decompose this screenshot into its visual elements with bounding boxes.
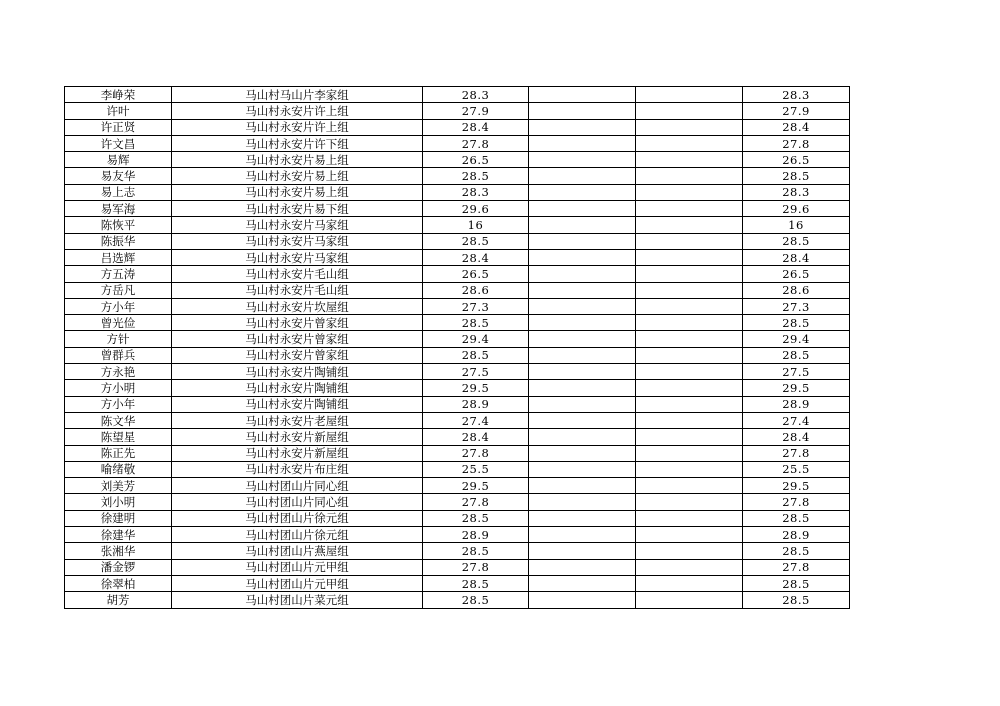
name-cell: 许叶 <box>65 103 172 119</box>
total-cell: 28.5 <box>743 592 850 608</box>
name-cell: 徐翠柏 <box>65 575 172 591</box>
total-cell: 29.6 <box>743 201 850 217</box>
name-cell: 许正贤 <box>65 119 172 135</box>
value-cell: 28.5 <box>423 347 529 363</box>
value-cell: 28.9 <box>423 527 529 543</box>
empty-cell <box>529 575 636 591</box>
empty-cell <box>529 249 636 265</box>
value-cell: 29.6 <box>423 201 529 217</box>
empty-cell <box>529 380 636 396</box>
total-cell: 28.6 <box>743 282 850 298</box>
address-cell: 马山村永安片许下组 <box>172 135 423 151</box>
name-cell: 易辉 <box>65 152 172 168</box>
name-cell: 徐建华 <box>65 527 172 543</box>
empty-cell <box>529 201 636 217</box>
empty-cell <box>529 184 636 200</box>
name-cell: 陈文华 <box>65 412 172 428</box>
address-cell: 马山村永安片易上组 <box>172 152 423 168</box>
value-cell: 27.8 <box>423 445 529 461</box>
value-cell: 28.5 <box>423 233 529 249</box>
total-cell: 27.4 <box>743 412 850 428</box>
empty-cell <box>636 559 743 575</box>
table-row <box>65 152 850 168</box>
name-cell: 方永艳 <box>65 364 172 380</box>
value-cell: 29.4 <box>423 331 529 347</box>
empty-cell <box>529 298 636 314</box>
empty-cell <box>636 510 743 526</box>
address-cell: 马山村团山片燕屋组 <box>172 543 423 559</box>
address-cell: 马山村团山片菜元组 <box>172 592 423 608</box>
data-table <box>64 86 850 609</box>
empty-cell <box>636 266 743 282</box>
empty-cell <box>636 217 743 233</box>
name-cell: 刘美芳 <box>65 478 172 494</box>
total-cell: 29.5 <box>743 380 850 396</box>
empty-cell <box>529 233 636 249</box>
table-row <box>65 201 850 217</box>
empty-cell <box>529 347 636 363</box>
address-cell: 马山村永安片许上组 <box>172 119 423 135</box>
table-row <box>65 135 850 151</box>
table-row <box>65 266 850 282</box>
name-cell: 易军海 <box>65 201 172 217</box>
address-cell: 马山村永安片老屋组 <box>172 412 423 428</box>
address-cell: 马山村永安片毛山组 <box>172 282 423 298</box>
total-cell: 28.5 <box>743 233 850 249</box>
table-row <box>65 429 850 445</box>
value-cell: 28.5 <box>423 575 529 591</box>
empty-cell <box>636 282 743 298</box>
total-cell: 28.4 <box>743 119 850 135</box>
table-row <box>65 575 850 591</box>
table-row <box>65 510 850 526</box>
name-cell: 潘金锣 <box>65 559 172 575</box>
address-cell: 马山村永安片易上组 <box>172 168 423 184</box>
table-row <box>65 445 850 461</box>
address-cell: 马山村永安片曾家组 <box>172 347 423 363</box>
empty-cell <box>529 135 636 151</box>
total-cell: 29.5 <box>743 478 850 494</box>
empty-cell <box>529 168 636 184</box>
total-cell: 28.5 <box>743 168 850 184</box>
value-cell: 29.5 <box>423 478 529 494</box>
name-cell: 胡芳 <box>65 592 172 608</box>
empty-cell <box>529 119 636 135</box>
total-cell: 26.5 <box>743 152 850 168</box>
value-cell: 27.5 <box>423 364 529 380</box>
name-cell: 李峥荣 <box>65 87 172 103</box>
table-row <box>65 347 850 363</box>
empty-cell <box>529 364 636 380</box>
value-cell: 27.8 <box>423 135 529 151</box>
value-cell: 27.9 <box>423 103 529 119</box>
name-cell: 方五涛 <box>65 266 172 282</box>
address-cell: 马山村永安片陶铺组 <box>172 380 423 396</box>
empty-cell <box>636 592 743 608</box>
empty-cell <box>529 429 636 445</box>
total-cell: 27.3 <box>743 298 850 314</box>
table-row <box>65 249 850 265</box>
name-cell: 喻绪敬 <box>65 461 172 477</box>
table-body <box>65 87 850 609</box>
value-cell: 28.4 <box>423 429 529 445</box>
empty-cell <box>636 298 743 314</box>
empty-cell <box>636 527 743 543</box>
empty-cell <box>636 478 743 494</box>
empty-cell <box>636 347 743 363</box>
name-cell: 方小年 <box>65 298 172 314</box>
table-row <box>65 494 850 510</box>
table-row <box>65 298 850 314</box>
address-cell: 马山村永安片毛山组 <box>172 266 423 282</box>
empty-cell <box>529 592 636 608</box>
name-cell: 刘小明 <box>65 494 172 510</box>
empty-cell <box>636 152 743 168</box>
address-cell: 马山村团山片元甲组 <box>172 559 423 575</box>
total-cell: 28.5 <box>743 510 850 526</box>
empty-cell <box>529 543 636 559</box>
name-cell: 张湘华 <box>65 543 172 559</box>
total-cell: 28.9 <box>743 396 850 412</box>
value-cell: 28.5 <box>423 315 529 331</box>
value-cell: 26.5 <box>423 152 529 168</box>
empty-cell <box>636 135 743 151</box>
total-cell: 27.8 <box>743 494 850 510</box>
total-cell: 25.5 <box>743 461 850 477</box>
total-cell: 28.9 <box>743 527 850 543</box>
empty-cell <box>529 445 636 461</box>
empty-cell <box>529 87 636 103</box>
address-cell: 马山村永安片陶铺组 <box>172 396 423 412</box>
empty-cell <box>529 396 636 412</box>
total-cell: 28.5 <box>743 575 850 591</box>
total-cell: 27.8 <box>743 559 850 575</box>
value-cell: 28.5 <box>423 510 529 526</box>
empty-cell <box>529 461 636 477</box>
address-cell: 马山村团山片同心组 <box>172 494 423 510</box>
value-cell: 28.5 <box>423 168 529 184</box>
name-cell: 陈恢平 <box>65 217 172 233</box>
empty-cell <box>636 119 743 135</box>
total-cell: 27.5 <box>743 364 850 380</box>
value-cell: 28.4 <box>423 119 529 135</box>
address-cell: 马山村永安片马家组 <box>172 233 423 249</box>
value-cell: 28.3 <box>423 184 529 200</box>
empty-cell <box>529 510 636 526</box>
total-cell: 28.4 <box>743 429 850 445</box>
empty-cell <box>636 543 743 559</box>
address-cell: 马山村永安片马家组 <box>172 249 423 265</box>
empty-cell <box>636 396 743 412</box>
table-row <box>65 184 850 200</box>
total-cell: 27.9 <box>743 103 850 119</box>
empty-cell <box>529 217 636 233</box>
empty-cell <box>529 315 636 331</box>
name-cell: 曾光俭 <box>65 315 172 331</box>
value-cell: 28.5 <box>423 543 529 559</box>
value-cell: 27.4 <box>423 412 529 428</box>
empty-cell <box>529 527 636 543</box>
empty-cell <box>636 331 743 347</box>
table-row <box>65 217 850 233</box>
name-cell: 曾群兵 <box>65 347 172 363</box>
total-cell: 28.5 <box>743 543 850 559</box>
address-cell: 马山村马山片李家组 <box>172 87 423 103</box>
table-row <box>65 87 850 103</box>
empty-cell <box>636 249 743 265</box>
name-cell: 陈正先 <box>65 445 172 461</box>
address-cell: 马山村永安片陶铺组 <box>172 364 423 380</box>
value-cell: 16 <box>423 217 529 233</box>
name-cell: 方岳凡 <box>65 282 172 298</box>
empty-cell <box>636 364 743 380</box>
table-row <box>65 527 850 543</box>
table-row <box>65 461 850 477</box>
name-cell: 易上志 <box>65 184 172 200</box>
empty-cell <box>636 201 743 217</box>
empty-cell <box>636 315 743 331</box>
table-row <box>65 119 850 135</box>
address-cell: 马山村团山片徐元组 <box>172 527 423 543</box>
total-cell: 28.4 <box>743 249 850 265</box>
address-cell: 马山村永安片许上组 <box>172 103 423 119</box>
name-cell: 陈振华 <box>65 233 172 249</box>
total-cell: 28.5 <box>743 347 850 363</box>
value-cell: 26.5 <box>423 266 529 282</box>
empty-cell <box>529 331 636 347</box>
empty-cell <box>636 429 743 445</box>
total-cell: 28.5 <box>743 315 850 331</box>
value-cell: 28.4 <box>423 249 529 265</box>
empty-cell <box>529 103 636 119</box>
total-cell: 26.5 <box>743 266 850 282</box>
empty-cell <box>636 380 743 396</box>
table-row <box>65 168 850 184</box>
empty-cell <box>529 266 636 282</box>
empty-cell <box>636 233 743 249</box>
empty-cell <box>529 282 636 298</box>
address-cell: 马山村团山片元甲组 <box>172 575 423 591</box>
name-cell: 易友华 <box>65 168 172 184</box>
value-cell: 27.3 <box>423 298 529 314</box>
total-cell: 28.3 <box>743 87 850 103</box>
empty-cell <box>636 461 743 477</box>
table-row <box>65 396 850 412</box>
table-row <box>65 364 850 380</box>
total-cell: 16 <box>743 217 850 233</box>
address-cell: 马山村永安片曾家组 <box>172 315 423 331</box>
empty-cell <box>636 445 743 461</box>
table-row <box>65 559 850 575</box>
table-row <box>65 103 850 119</box>
value-cell: 28.9 <box>423 396 529 412</box>
value-cell: 29.5 <box>423 380 529 396</box>
empty-cell <box>636 494 743 510</box>
empty-cell <box>529 478 636 494</box>
name-cell: 方小明 <box>65 380 172 396</box>
address-cell: 马山村永安片易上组 <box>172 184 423 200</box>
table-row <box>65 282 850 298</box>
empty-cell <box>529 152 636 168</box>
table-row <box>65 592 850 608</box>
table-row <box>65 412 850 428</box>
table-row <box>65 380 850 396</box>
name-cell: 吕选辉 <box>65 249 172 265</box>
empty-cell <box>636 87 743 103</box>
value-cell: 25.5 <box>423 461 529 477</box>
value-cell: 27.8 <box>423 559 529 575</box>
address-cell: 马山村永安片易下组 <box>172 201 423 217</box>
empty-cell <box>636 184 743 200</box>
table-row <box>65 478 850 494</box>
table-row <box>65 233 850 249</box>
table-row <box>65 543 850 559</box>
address-cell: 马山村永安片马家组 <box>172 217 423 233</box>
address-cell: 马山村永安片曾家组 <box>172 331 423 347</box>
address-cell: 马山村团山片同心组 <box>172 478 423 494</box>
value-cell: 28.6 <box>423 282 529 298</box>
empty-cell <box>636 575 743 591</box>
table-row <box>65 331 850 347</box>
address-cell: 马山村团山片徐元组 <box>172 510 423 526</box>
name-cell: 陈望星 <box>65 429 172 445</box>
total-cell: 27.8 <box>743 445 850 461</box>
address-cell: 马山村永安片新屋组 <box>172 429 423 445</box>
address-cell: 马山村永安片坎屋组 <box>172 298 423 314</box>
name-cell: 方针 <box>65 331 172 347</box>
table-row <box>65 315 850 331</box>
value-cell: 27.8 <box>423 494 529 510</box>
empty-cell <box>529 559 636 575</box>
value-cell: 28.3 <box>423 87 529 103</box>
total-cell: 29.4 <box>743 331 850 347</box>
value-cell: 28.5 <box>423 592 529 608</box>
total-cell: 27.8 <box>743 135 850 151</box>
address-cell: 马山村永安片新屋组 <box>172 445 423 461</box>
empty-cell <box>636 412 743 428</box>
name-cell: 徐建明 <box>65 510 172 526</box>
empty-cell <box>636 103 743 119</box>
name-cell: 许文昌 <box>65 135 172 151</box>
empty-cell <box>529 412 636 428</box>
name-cell: 方小年 <box>65 396 172 412</box>
total-cell: 28.3 <box>743 184 850 200</box>
empty-cell <box>636 168 743 184</box>
address-cell: 马山村永安片布庄组 <box>172 461 423 477</box>
empty-cell <box>529 494 636 510</box>
